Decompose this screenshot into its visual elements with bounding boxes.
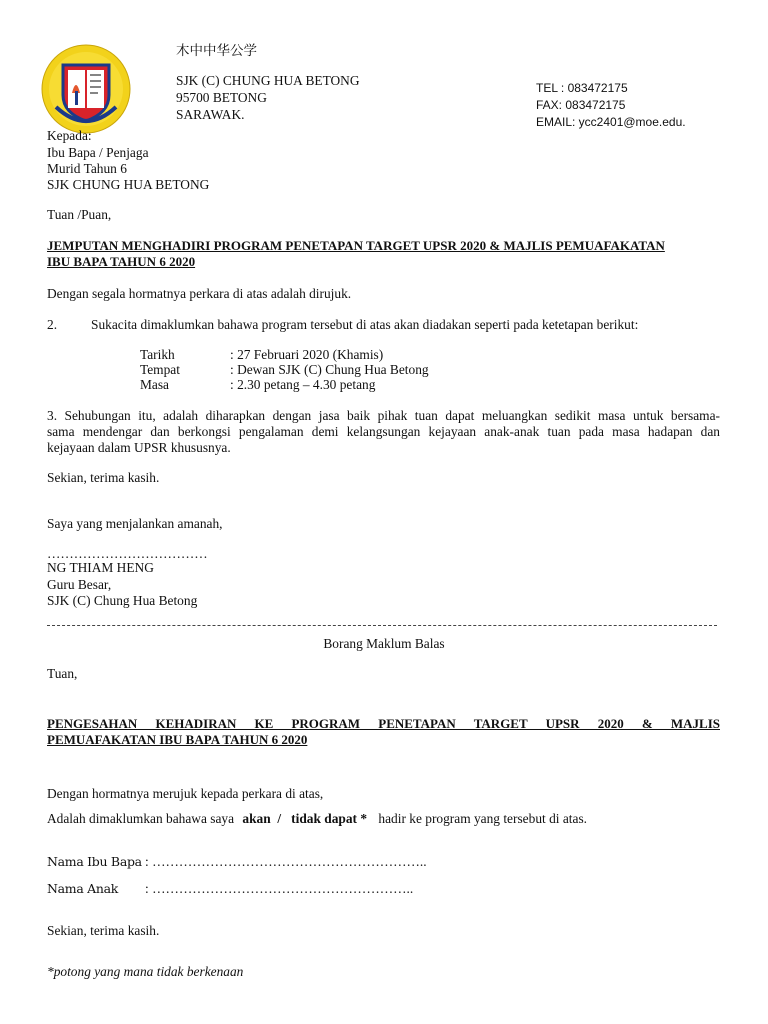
contact-fax: FAX: 083472175: [536, 98, 626, 112]
detail-venue-label: Tempat: [140, 362, 180, 377]
signer-title: Guru Besar,: [47, 577, 112, 592]
recipient-line-3: SJK CHUNG HUA BETONG: [47, 177, 210, 192]
attendance-suffix: hadir ke program yang tersebut di atas.: [378, 811, 588, 826]
reply-subject-line-1: PENGESAHAN KEHADIRAN KE PROGRAM PENETAPAN TARGET UPSR 2020 & MAJLIS: [47, 716, 720, 731]
signer-school: SJK (C) Chung Hua Betong: [47, 593, 198, 608]
reply-reference: Dengan hormatnya merujuk kepada perkara di atas,: [47, 786, 324, 801]
recipient-label: Kepada:: [47, 128, 92, 143]
school-chinese-name: 木中中华公学: [176, 43, 257, 58]
paragraph-1: Dengan segala hormatnya perkara di atas adalah dirujuk.: [47, 286, 352, 301]
detail-venue-value: : Dewan SJK (C) Chung Hua Betong: [230, 362, 429, 377]
paragraph-3-line-1: 3. Sehubungan itu, adalah diharapkan dengan jasa baik pihak tuan dapat meluangkan sedikit masa untuk bersama-: [47, 408, 720, 423]
paragraph-2-number: 2.: [47, 317, 58, 332]
contact-email: EMAIL: ycc2401@moe.edu.: [536, 115, 686, 129]
footnote: *potong yang mana tidak berkenaan: [47, 964, 244, 979]
school-postcode-town: 95700 BETONG: [176, 90, 267, 105]
detail-date-label: Tarikh: [140, 347, 175, 362]
reply-salutation: Tuan,: [47, 666, 78, 681]
school-name: SJK (C) CHUNG HUA BETONG: [176, 73, 360, 88]
child-name-field[interactable]: : …………………………………………………..: [145, 881, 414, 896]
closing: Sekian, terima kasih.: [47, 470, 160, 485]
detail-date-value: : 27 Februari 2020 (Khamis): [230, 347, 384, 362]
cut-line: [47, 625, 717, 626]
paragraph-3-line-3: kejayaan dalam UPSR khususnya.: [47, 440, 231, 455]
recipient-line-1: Ibu Bapa / Penjaga: [47, 145, 149, 160]
recipient-line-2: Murid Tahun 6: [47, 161, 127, 176]
signer-name: NG THIAM HENG: [47, 560, 154, 575]
attendance-options[interactable]: akan / tidak dapat *: [242, 811, 368, 826]
school-state: SARAWAK.: [176, 107, 245, 122]
attendance-prefix: Adalah dimaklumkan bahawa saya: [47, 811, 235, 826]
trust-statement: Saya yang menjalankan amanah,: [47, 516, 223, 531]
reply-closing: Sekian, terima kasih.: [47, 923, 160, 938]
parent-name-label: Nama Ibu Bapa: [47, 854, 142, 869]
paragraph-2-text: Sukacita dimaklumkan bahawa program tersebut di atas akan diadakan seperti pada ketetapan berikut:: [91, 317, 639, 332]
contact-tel: TEL : 083472175: [536, 81, 628, 95]
attendance-statement: [47, 810, 587, 827]
detail-time-value: : 2.30 petang – 4.30 petang: [230, 377, 376, 392]
school-logo: [40, 43, 132, 135]
child-name-label: Nama Anak: [47, 881, 119, 896]
reply-subject-line-2: PEMUAFAKATAN IBU BAPA TAHUN 6 2020: [47, 732, 308, 747]
parent-name-field[interactable]: : ……………………………………………………..: [145, 854, 427, 869]
detail-time-label: Masa: [140, 377, 170, 392]
salutation: Tuan /Puan,: [47, 207, 112, 222]
school-crest-icon: [40, 43, 132, 135]
paragraph-3-line-2: sama mendengar dan berkongsi pengalaman demi kelangsungan kejayaan anak-anak tuan pada masa hadapan dan: [47, 424, 720, 439]
subject-line-2: IBU BAPA TAHUN 6 2020: [47, 254, 196, 269]
signature-dots: ………………………………: [47, 546, 208, 561]
reply-form-title: Borang Maklum Balas: [323, 636, 445, 651]
subject-line-1: JEMPUTAN MENGHADIRI PROGRAM PENETAPAN TARGET UPSR 2020 & MAJLIS PEMUAFAKATAN: [47, 238, 665, 253]
